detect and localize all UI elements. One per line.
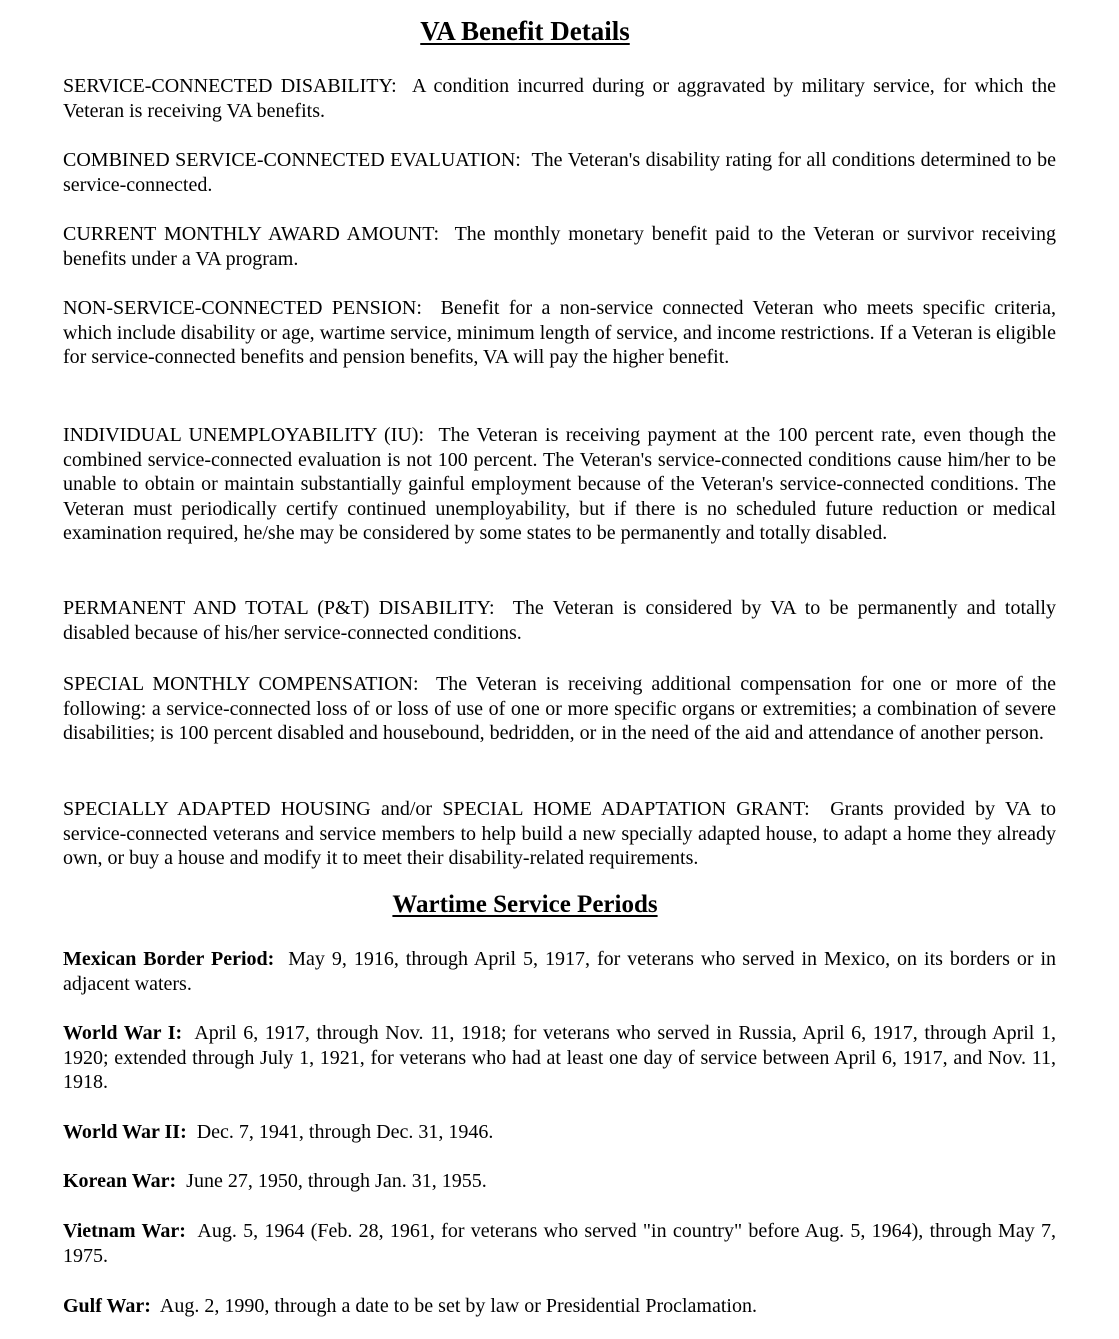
period-text: April 6, 1917, through Nov. 11, 1918; for veterans who served in Russia, April 6, 1917, through April 1, 1920; extended through July 1, 1921, for veterans who had at least one day of service between April 6, 1917, and Nov. 11, 1918. xyxy=(63,1022,1056,1093)
period-korean-war xyxy=(63,1169,1056,1194)
definition-text: The monthly monetary benefit paid to the Veteran or survivor receiving benefits under a VA program. xyxy=(63,223,1056,270)
period-label: World War I: xyxy=(63,1022,183,1044)
definition-non-service-pension xyxy=(63,296,1056,370)
definition-service-connected-disability xyxy=(63,74,1056,123)
definition-term: SERVICE-CONNECTED DISABILITY: xyxy=(63,75,397,97)
period-label: Korean War: xyxy=(63,1170,177,1192)
definition-individual-unemployability xyxy=(63,423,1056,546)
period-label: World War II: xyxy=(63,1121,187,1143)
definition-term: NON-SERVICE-CONNECTED PENSION: xyxy=(63,297,422,319)
definition-term: CURRENT MONTHLY AWARD AMOUNT: xyxy=(63,223,439,245)
definition-text: The Veteran is receiving payment at the 100 percent rate, even though the combined service-connected evaluation is not 100 percent. The Veteran's service-connected conditions cause him/her to be unable to obtain or maintain substantially gainful employment because of the Veteran's service-connected conditions. The Veteran must periodically certify continued unemployability, but if there is no scheduled future reduction or medical examination required, he/she may be considered by some states to be permanently and totally disabled. xyxy=(63,424,1056,544)
period-text: Aug. 2, 1990, through a date to be set by law or Presidential Proclamation. xyxy=(159,1295,757,1317)
period-label: Mexican Border Period: xyxy=(63,948,275,970)
definition-term: PERMANENT AND TOTAL (P&T) DISABILITY: xyxy=(63,597,495,619)
definition-monthly-award xyxy=(63,222,1056,271)
period-vietnam-war xyxy=(63,1219,1056,1268)
definition-permanent-total xyxy=(63,596,1056,645)
definition-combined-evaluation xyxy=(63,148,1056,197)
definition-text: The Veteran is considered by VA to be permanently and totally disabled because of his/her service-connected conditions. xyxy=(63,597,1056,644)
definition-term: INDIVIDUAL UNEMPLOYABILITY (IU): xyxy=(63,424,425,446)
definition-text: The Veteran is receiving additional compensation for one or more of the following: a service-connected loss of or loss of use of one or more specific organs or extremities; a combination of severe disabilities; is 100 percent disabled and housebound, bedridden, or in the need of the aid and attendance of another person. xyxy=(63,673,1056,744)
period-world-war-2 xyxy=(63,1120,1056,1145)
period-label: Gulf War: xyxy=(63,1295,151,1317)
definition-text: The Veteran's disability rating for all conditions determined to be service-connected. xyxy=(63,149,1057,196)
period-world-war-1 xyxy=(63,1021,1056,1095)
definition-term: COMBINED SERVICE-CONNECTED EVALUATION: xyxy=(63,149,521,171)
period-label: Vietnam War: xyxy=(63,1220,186,1242)
definition-term: SPECIAL MONTHLY COMPENSATION: xyxy=(63,673,419,695)
period-text: May 9, 1916, through April 5, 1917, for veterans who served in Mexico, on its borders or in adjacent waters. xyxy=(63,948,1057,995)
definition-special-monthly-comp xyxy=(63,672,1056,746)
period-text: Dec. 7, 1941, through Dec. 31, 1946. xyxy=(196,1121,494,1143)
definition-term: SPECIALLY ADAPTED HOUSING and/or SPECIAL HOME ADAPTATION GRANT: xyxy=(63,798,810,820)
page-title: VA Benefit Details xyxy=(420,16,630,46)
period-mexican-border xyxy=(63,947,1056,996)
period-gulf-war xyxy=(63,1294,1056,1319)
definition-text: Grants provided by VA to service-connected veterans and service members to help build a new specially adapted house, to adapt a home they already own, or buy a house and modify it to meet their disability-related requirements. xyxy=(63,798,1056,869)
definition-text: A condition incurred during or aggravated by military service, for which the Veteran is receiving VA benefits. xyxy=(63,75,1056,122)
definition-text: Benefit for a non-service connected Veteran who meets specific criteria, which include disability or age, wartime service, minimum length of service, and income restrictions. If a Veteran is eligible for service-connected benefits and pension benefits, VA will pay the higher benefit. xyxy=(63,297,1056,368)
wartime-section-title: Wartime Service Periods xyxy=(392,891,658,918)
period-text: June 27, 1950, through Jan. 31, 1955. xyxy=(186,1170,487,1192)
period-text: Aug. 5, 1964 (Feb. 28, 1961, for veterans who served "in country" before Aug. 5, 1964), through May 7, 1975. xyxy=(63,1220,1056,1267)
definition-adapted-housing xyxy=(63,797,1056,871)
